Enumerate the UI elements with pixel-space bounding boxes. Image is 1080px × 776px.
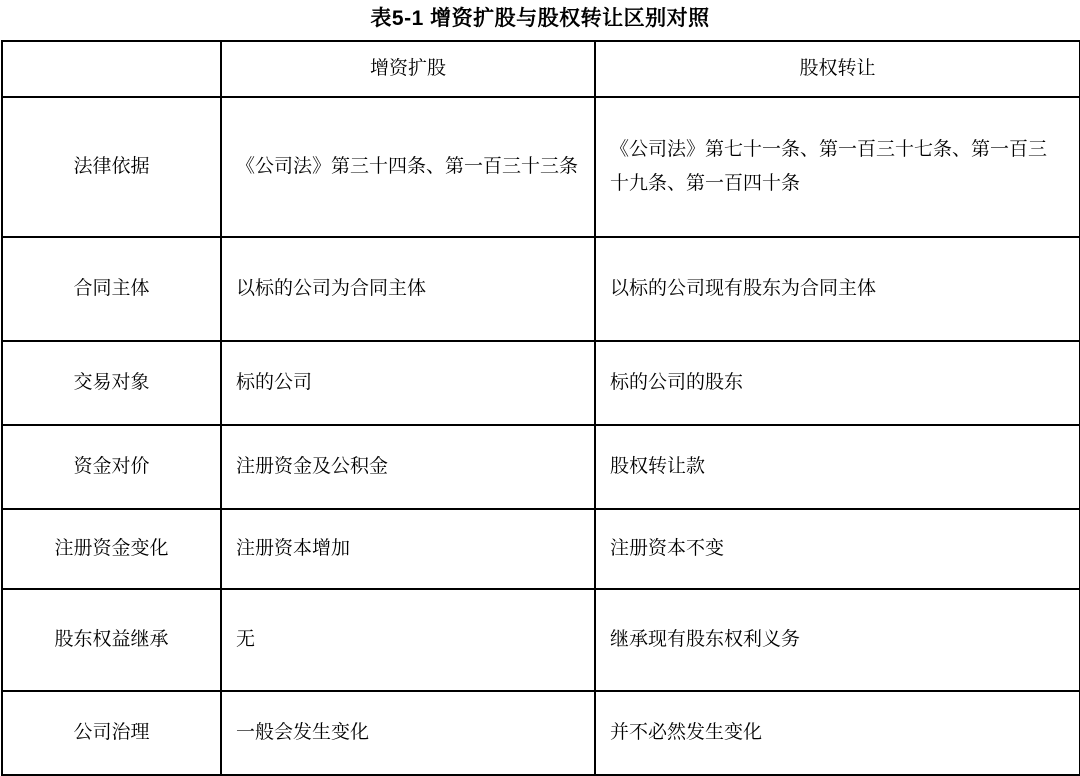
table-row	[2, 589, 1080, 691]
cell-corporate-governance-capital-increase: 一般会发生变化	[221, 691, 595, 775]
column-header-capital-increase: 增资扩股	[221, 41, 595, 96]
cell-registered-capital-change-capital-increase: 注册资本增加	[221, 509, 595, 589]
table-row	[2, 237, 1080, 341]
cell-transaction-object-capital-increase: 标的公司	[221, 341, 595, 425]
page-title: 表5-1 增资扩股与股权转让区别对照	[370, 7, 710, 30]
cell-registered-capital-change-equity-transfer: 注册资本不变	[595, 509, 1080, 589]
cell-consideration-equity-transfer: 股权转让款	[595, 425, 1080, 509]
row-label-consideration: 资金对价	[2, 425, 221, 509]
table-row	[2, 509, 1080, 589]
row-label-transaction-object: 交易对象	[2, 341, 221, 425]
table-row	[2, 691, 1080, 775]
comparison-table	[1, 40, 1080, 775]
cell-legal-basis-capital-increase: 《公司法》第三十四条、第一百三十三条	[221, 97, 595, 237]
row-label-shareholder-rights-succession: 股东权益继承	[2, 589, 221, 691]
cell-contract-subject-capital-increase: 以标的公司为合同主体	[221, 237, 595, 341]
row-label-registered-capital-change: 注册资金变化	[2, 509, 221, 589]
cell-shareholder-rights-succession-capital-increase: 无	[221, 589, 595, 691]
table-row	[2, 97, 1080, 237]
row-label-legal-basis: 法律依据	[2, 97, 221, 237]
row-label-corporate-governance: 公司治理	[2, 691, 221, 775]
cell-legal-basis-equity-transfer: 《公司法》第七十一条、第一百三十七条、第一百三十九条、第一百四十条	[595, 97, 1080, 237]
row-label-contract-subject: 合同主体	[2, 237, 221, 341]
cell-shareholder-rights-succession-equity-transfer: 继承现有股东权利义务	[595, 589, 1080, 691]
table-row	[2, 341, 1080, 425]
cell-corporate-governance-equity-transfer: 并不必然发生变化	[595, 691, 1080, 775]
column-header-blank	[2, 41, 221, 96]
cell-contract-subject-equity-transfer: 以标的公司现有股东为合同主体	[595, 237, 1080, 341]
table-row	[2, 425, 1080, 509]
table-header-row	[2, 41, 1080, 96]
column-header-equity-transfer: 股权转让	[595, 41, 1080, 96]
cell-transaction-object-equity-transfer: 标的公司的股东	[595, 341, 1080, 425]
cell-consideration-capital-increase: 注册资金及公积金	[221, 425, 595, 509]
